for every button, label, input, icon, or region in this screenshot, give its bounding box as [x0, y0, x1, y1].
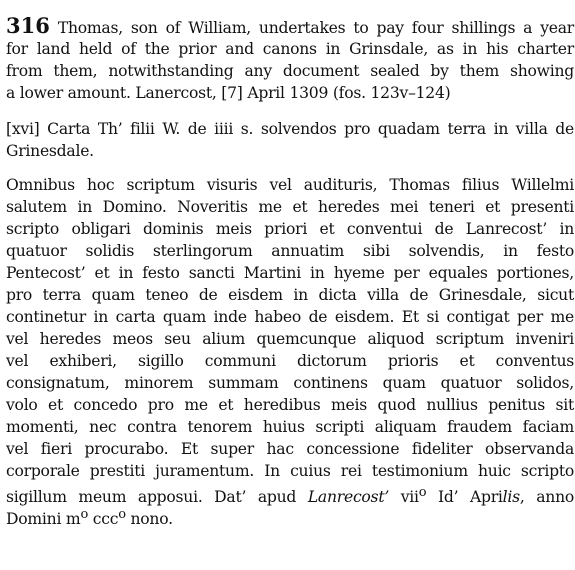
document-page	[6, 13, 574, 529]
text-line-6: pro terra quam teneo de eisdem in dicta villa de Grinesdale, sicut	[6, 286, 574, 304]
text-line-12: momenti, nec contra tenorem huius scripti aliquam fraudem faciam	[6, 418, 574, 436]
summary-line-4: a lower amount. Lanercost, [7] April 1309 (fos. 123v–124)	[6, 84, 451, 102]
summary-line-2: for land held of the prior and canons in Grinsdale, as in his charter	[6, 40, 574, 58]
text-line-5: Pentecost’ et in festo sancti Martini in hyeme per equales portiones,	[6, 264, 574, 282]
text-line-15: sigillum meum apposui. Dat’ apud Lanrecost’ vii$^o$ Id’ Aprilis, anno	[6, 485, 574, 507]
text-line-1: Omnibus hoc scriptum visuris vel audituris, Thomas filius Willelmi	[6, 176, 574, 194]
rubric-line-2: Grinesdale.	[6, 142, 94, 160]
text-line-16: Domini $m^o$ ccc$^o$ nono.	[6, 507, 173, 529]
text-line-13: vel fieri procurabo. Et super hac concessione fideliter observanda	[6, 440, 574, 458]
entry-number: 316	[6, 13, 50, 38]
rubric-line-1: [xvi] Carta Th’ filii W. de iiii s. solvendos pro quadam terra in villa de	[6, 120, 574, 138]
text-line-3: scripto obligari dominis meis priori et conventui de Lanrecost’ in	[6, 220, 574, 238]
text-line-2: salutem in Domino. Noveritis me et heredes mei teneri et presenti	[6, 198, 574, 216]
text-line-10: consignatum, minorem summam continens quam quatuor solidos,	[6, 374, 574, 392]
text-line-11: volo et concedo pro me et heredibus meis quod nullius penitus sit	[6, 396, 574, 414]
text-line-9: vel exhiberi, sigillo communi dictorum prioris et conventus	[6, 352, 574, 370]
summary-text-1: Thomas, son of William, undertakes to pay four shillings a year	[49, 19, 574, 37]
place-name-lanrecost: Lanrecost’	[307, 488, 390, 507]
text-line-8: vel heredes meos seu alium quemcunque aliquod scriptum inveniri	[6, 330, 574, 348]
summary-line-1	[6, 14, 574, 38]
text-line-14: corporale prestiti juramentum. In cuius rei testimonium huic scripto	[6, 462, 574, 480]
text-line-7: continetur in carta quam inde habeo de eisdem. Et si contigat per me	[6, 308, 574, 326]
summary-line-3: from them, notwithstanding any document sealed by them showing	[6, 62, 574, 80]
text-line-4: quatuor solidis sterlingorum annuatim sibi solvendis, in festo	[6, 242, 574, 260]
